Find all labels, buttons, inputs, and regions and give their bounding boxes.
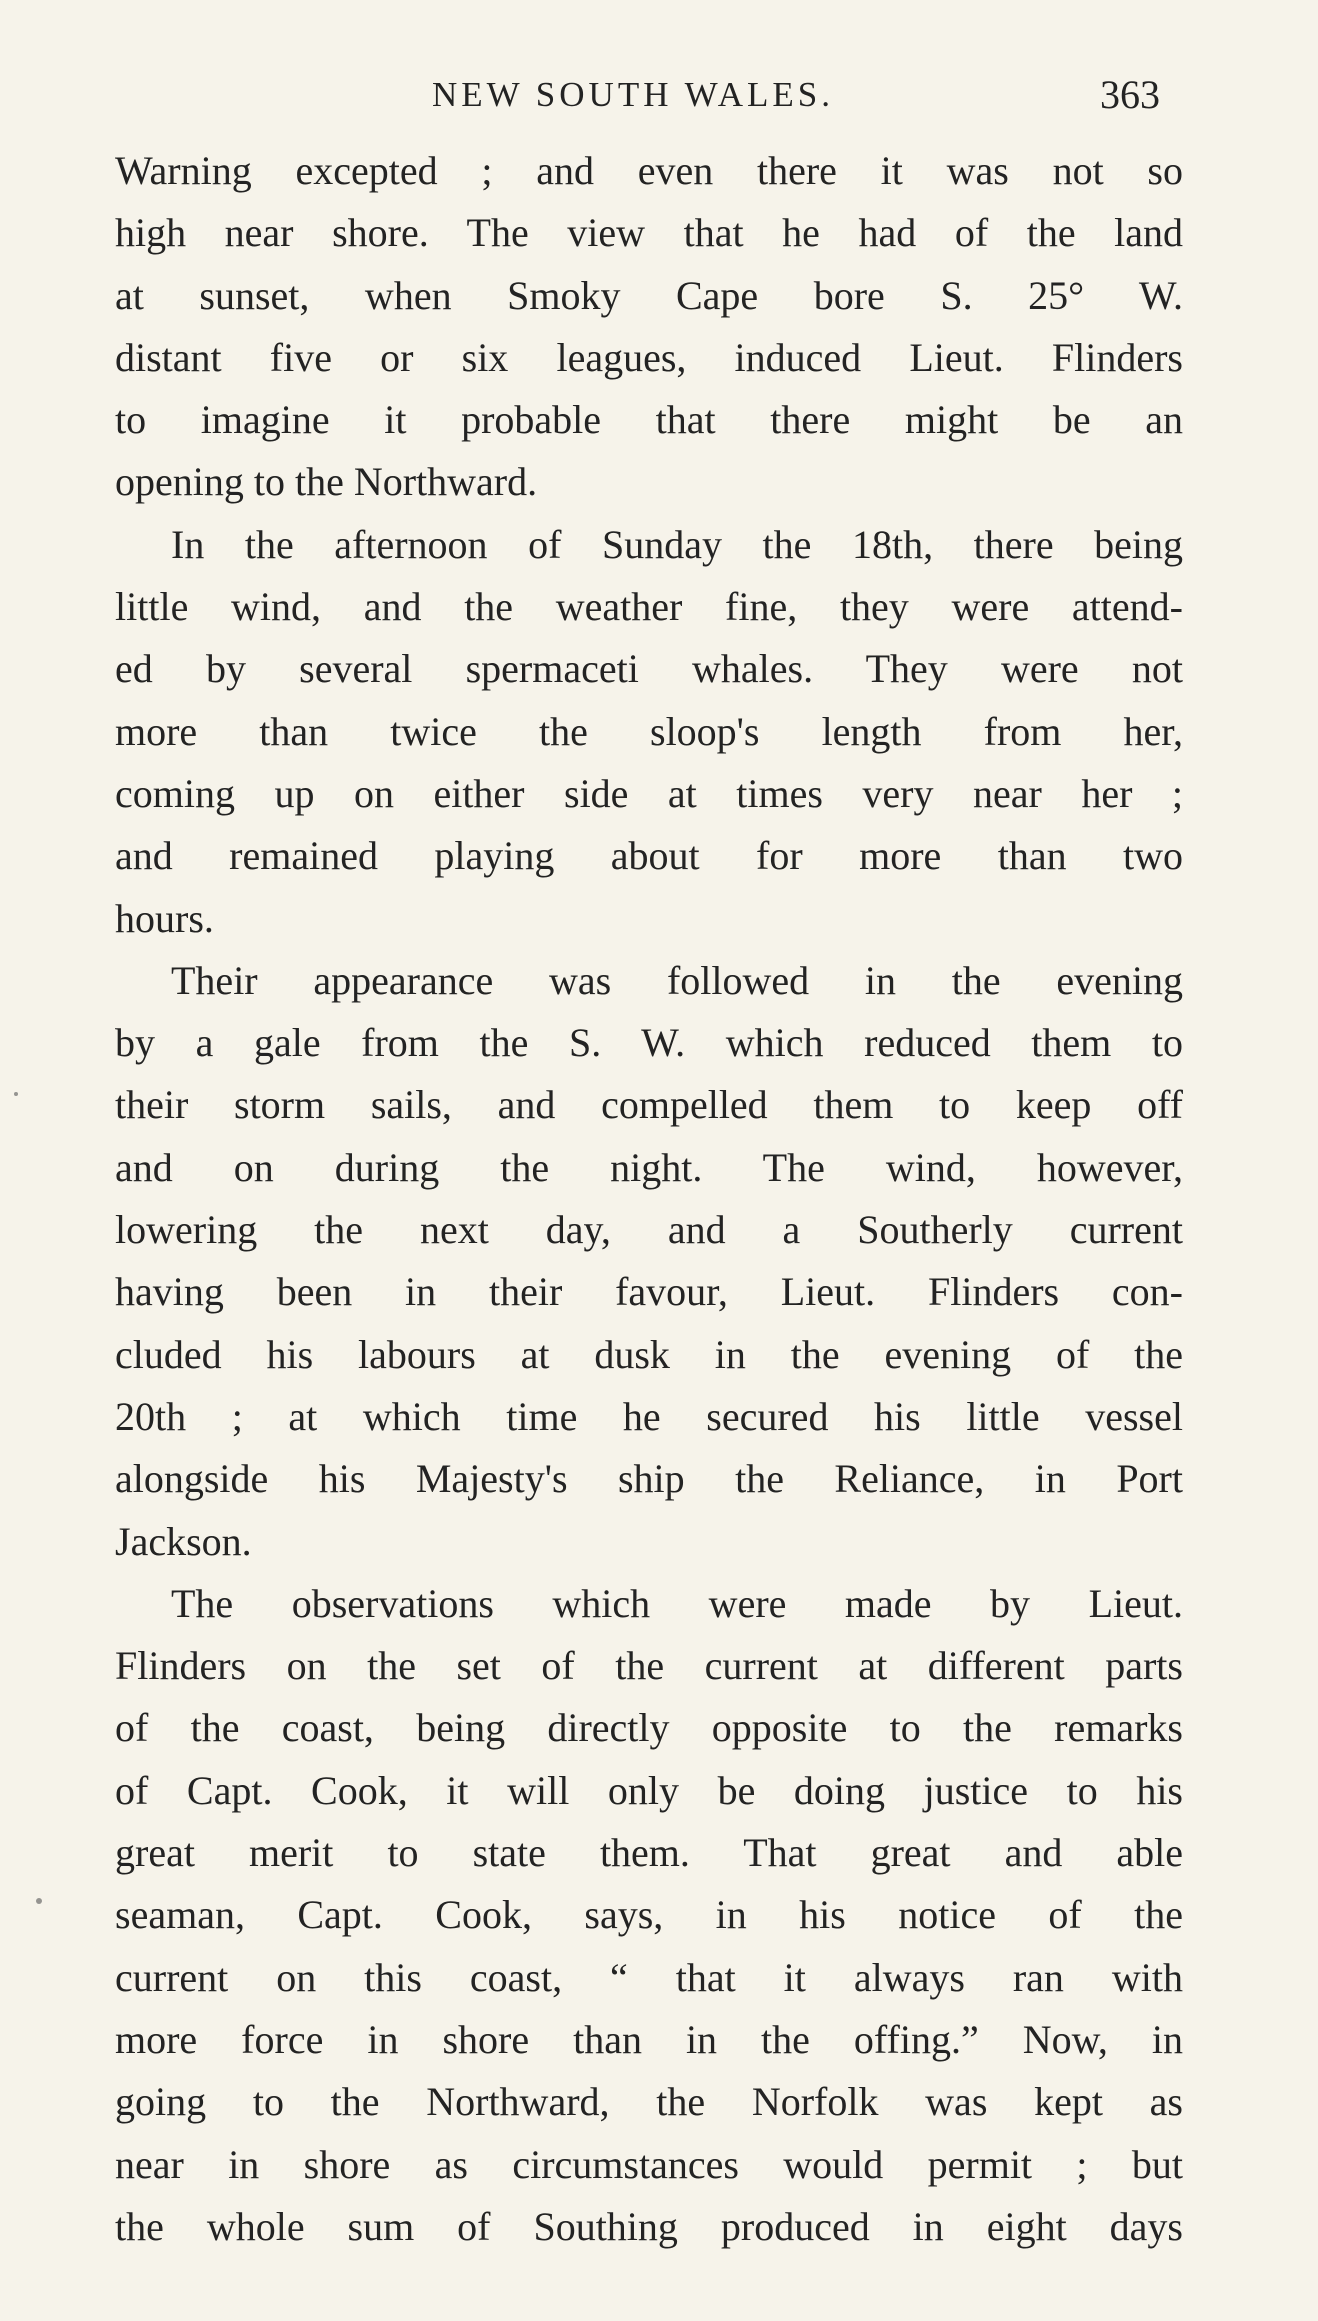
body-text <box>115 140 1183 2258</box>
text-line: current on this coast, “ that it always ran with <box>115 1954 1183 2000</box>
text-line: of the coast, being directly opposite to the remarks <box>115 1705 1183 1751</box>
text-line: by a gale from the S. W. which reduced them to <box>115 1020 1183 1066</box>
text-line: opening to the Northward. <box>115 459 538 505</box>
text-line: more than twice the sloop's length from her, <box>115 708 1183 754</box>
text-line: little wind, and the weather fine, they were attend- <box>115 584 1183 630</box>
text-line: ed by several spermaceti whales. They were not <box>115 646 1183 692</box>
page-number: 363 <box>1100 72 1160 117</box>
text-line: great merit to state them. That great and able <box>115 1830 1183 1876</box>
paragraph-2 <box>115 514 1183 950</box>
text-line: seaman, Capt. Cook, says, in his notice of the <box>115 1892 1183 1938</box>
text-line: and on during the night. The wind, however, <box>115 1144 1183 1190</box>
text-line: Warning excepted ; and even there it was not so <box>115 148 1183 193</box>
text-line: high near shore. The view that he had of the land <box>115 210 1183 256</box>
text-line: 20th ; at which time he secured his little vessel <box>115 1393 1183 1439</box>
text-line: the whole sum of Southing produced in eight days <box>115 2203 1183 2249</box>
text-line: lowering the next day, and a Southerly current <box>115 1207 1183 1253</box>
text-line: to imagine it probable that there might be an <box>115 397 1183 443</box>
text-line: of Capt. Cook, it will only be doing justice to his <box>115 1767 1183 1813</box>
text-line: distant five or six leagues, induced Lieut. Flinders <box>115 334 1183 380</box>
paragraph-3 <box>115 950 1183 1573</box>
text-line: The observations which were made by Lieut. <box>171 1580 1183 1626</box>
text-line: their storm sails, and compelled them to keep off <box>115 1082 1183 1128</box>
text-line: near in shore as circumstances would permit ; but <box>115 2141 1183 2187</box>
text-line: going to the Northward, the Norfolk was kept as <box>115 2079 1183 2125</box>
paragraph-4 <box>115 1573 1183 2258</box>
text-line: coming up on either side at times very near her ; <box>115 770 1183 816</box>
paragraph-1 <box>115 140 1183 514</box>
text-line: Jackson. <box>115 1518 252 1564</box>
text-line: more force in shore than in the offing.” Now, in <box>115 2016 1183 2062</box>
text-line: cluded his labours at dusk in the evening of the <box>115 1331 1183 1377</box>
text-line: In the afternoon of Sunday the 18th, there being <box>171 521 1183 567</box>
running-title: NEW SOUTH WALES. <box>432 75 835 114</box>
running-head <box>0 70 1318 130</box>
text-line: Flinders on the set of the current at different parts <box>115 1643 1183 1689</box>
text-line: having been in their favour, Lieut. Flinders con- <box>115 1269 1183 1315</box>
ink-speck <box>14 1092 18 1096</box>
text-line: at sunset, when Smoky Cape bore S. 25° W. <box>115 272 1183 318</box>
text-line: alongside his Majesty's ship the Reliance, in Port <box>115 1456 1183 1502</box>
text-line: Their appearance was followed in the evening <box>171 957 1183 1003</box>
ink-speck <box>36 1898 42 1904</box>
text-line: and remained playing about for more than two <box>115 833 1183 879</box>
text-line: hours. <box>115 895 214 941</box>
